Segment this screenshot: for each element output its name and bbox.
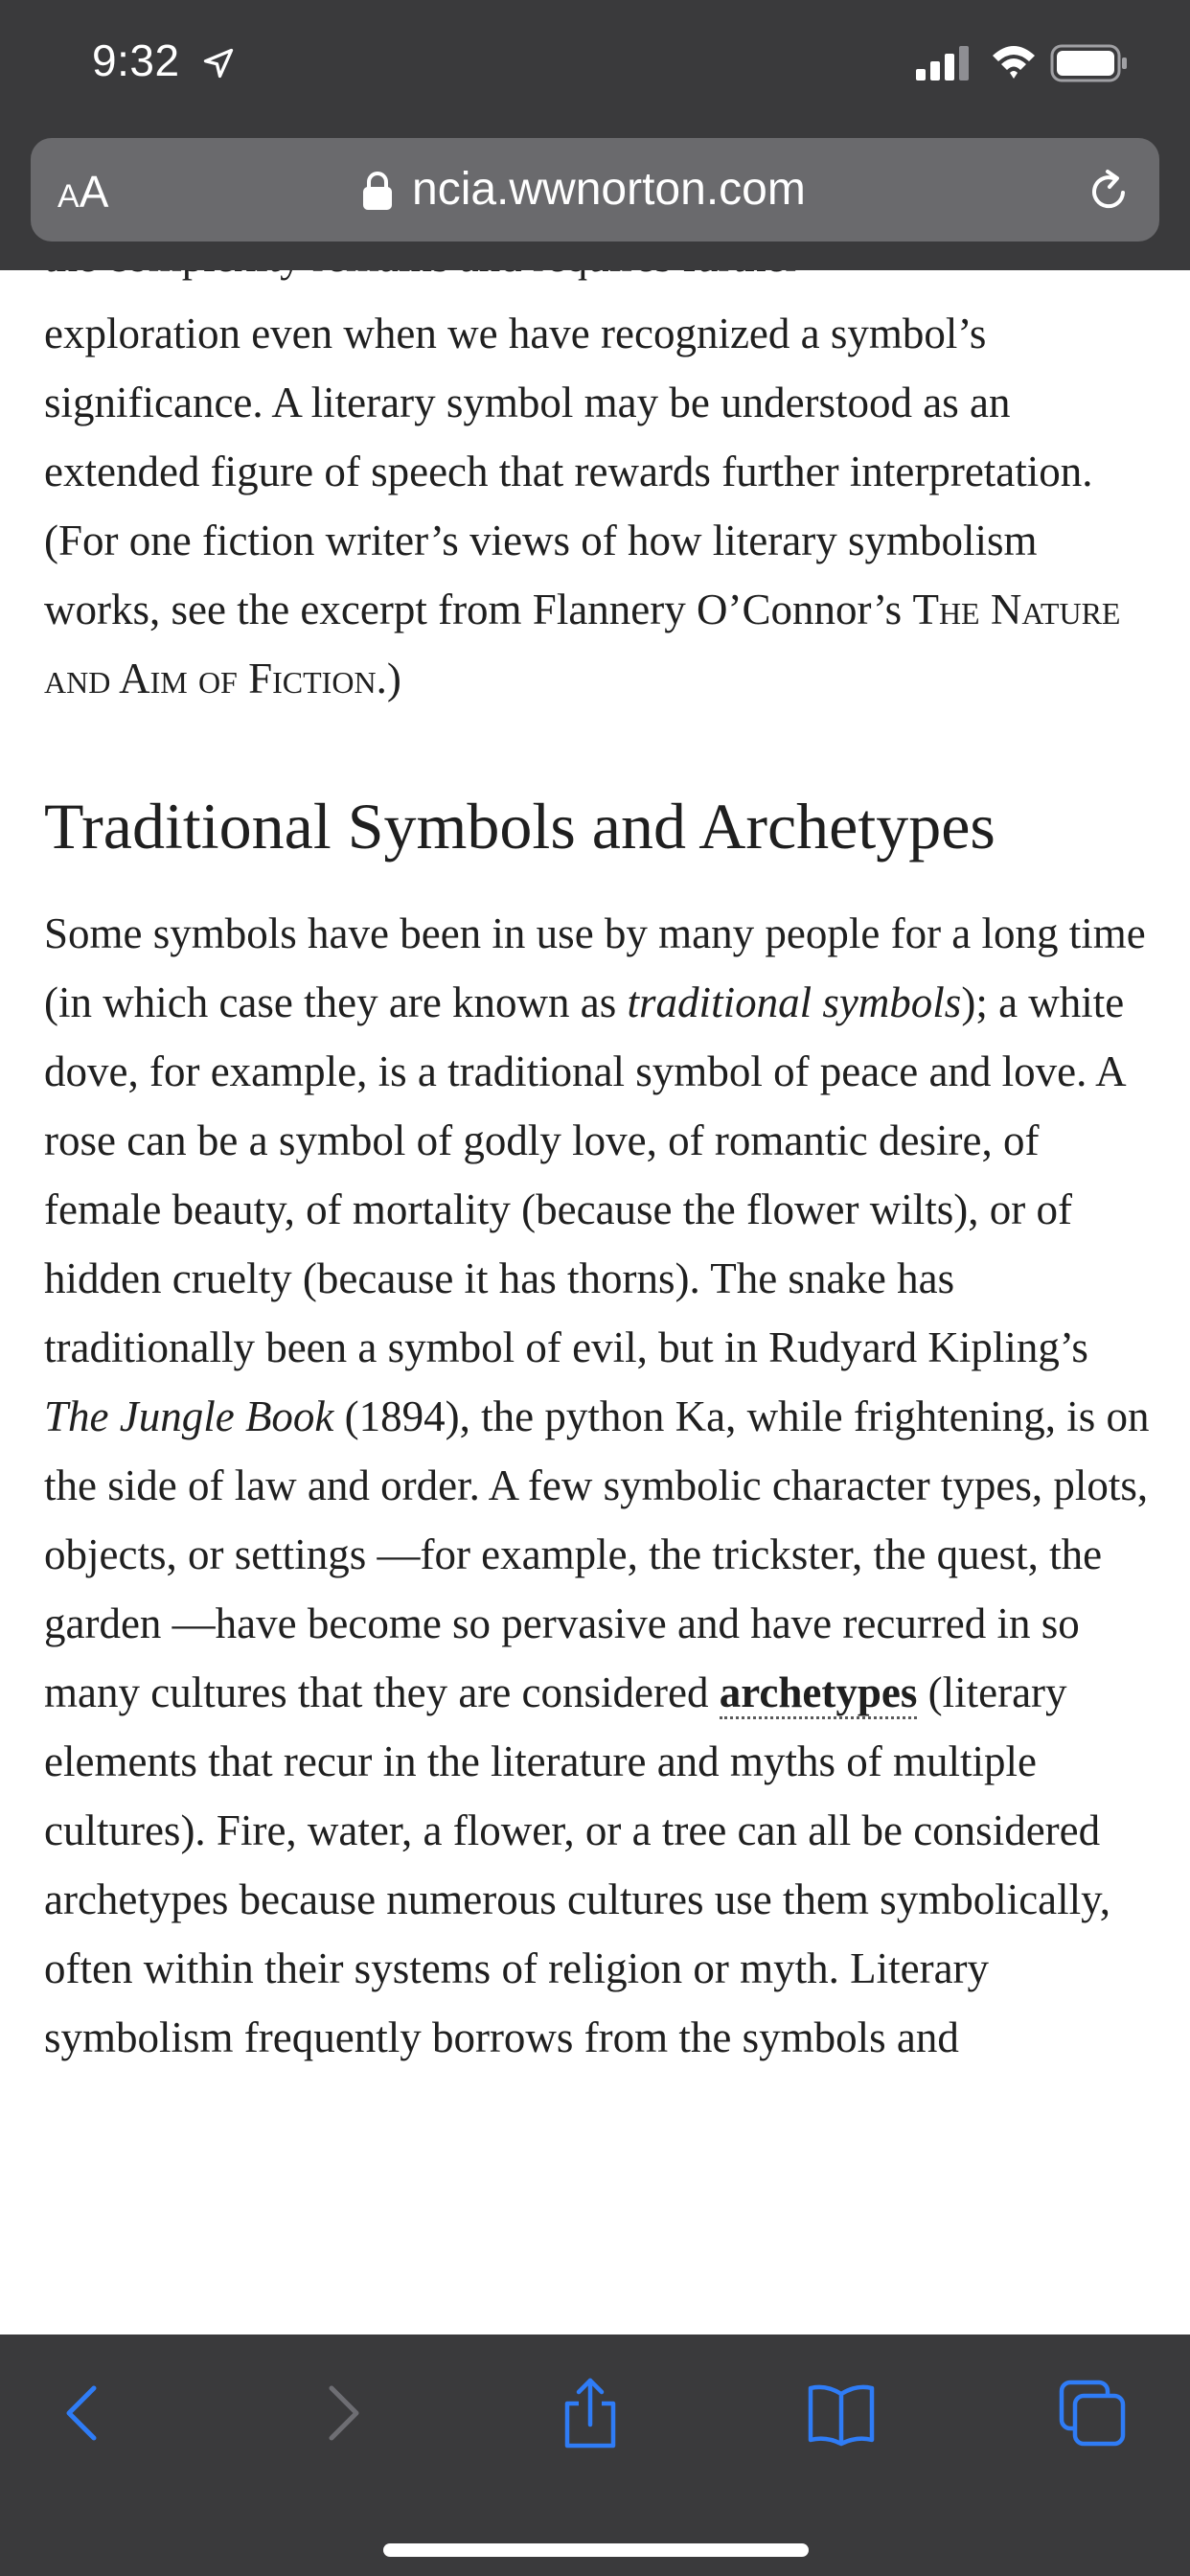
back-chevron-icon[interactable] — [48, 2377, 121, 2450]
bottom-toolbar — [0, 2334, 1190, 2576]
paragraph-text: exploration even when we have recognized a symbol’s significance. A literary symbol may be understood as an extended figure of speech that rewards further interpretation. (For one fiction writer’s views of how literary symbolism works, see the excerpt from Flannery O’Connor’s — [44, 310, 1093, 633]
lock-icon — [361, 171, 394, 211]
italic-term: traditional symbols — [627, 978, 962, 1026]
book-title-small-caps: The Nature and Aim of Fiction — [44, 586, 1121, 702]
share-icon[interactable] — [554, 2377, 627, 2450]
cellular-signal-icon — [914, 46, 972, 80]
text-size-button[interactable]: AA — [57, 167, 109, 217]
article-content — [44, 270, 1156, 2334]
battery-icon — [1050, 44, 1129, 82]
url-text[interactable]: ncia.wwnorton.com — [412, 164, 806, 215]
paragraph-text: (1894), the python Ka, while frightening, is on the side of law and order. A few symbolic character types, plots, objects, or settings —for example, the trickster, the quest, the garden —have become so pervasive and have recurred in so many cultures that they are considered — [44, 1392, 1150, 1716]
paragraph-symbol-interpretation — [44, 299, 1156, 713]
archetypes-glossary-link[interactable]: archetypes — [720, 1668, 918, 1719]
address-bar[interactable] — [31, 138, 1159, 242]
paragraph-text: Some symbols have been in use by many people for a long time (in which case they are known as — [44, 909, 1146, 1026]
bookmarks-book-icon[interactable] — [805, 2377, 878, 2450]
section-heading: Traditional Symbols and Archetypes — [44, 790, 995, 862]
paragraph-text: ); a white dove, for example, is a traditional symbol of peace and love. A rose can be a symbol of godly love, of romantic desire, of female beauty, of mortality (because the flower wilts), or of hidden cruelty (because it has thorns). The snake has traditionally been a symbol of evil, but in Rudyard Kipling’s — [44, 978, 1125, 1371]
forward-chevron-icon[interactable] — [305, 2377, 378, 2450]
location-arrow-icon — [201, 46, 236, 80]
wifi-icon — [991, 42, 1037, 80]
home-indicator[interactable] — [383, 2543, 809, 2557]
status-time: 9:32 — [92, 35, 180, 85]
paragraph-text: (literary elements that recur in the literature and myths of multiple cultures). Fire, water, a flower, or a tree can all be considered archetypes because numerous cultures use them symbolically, often within their systems of religion or myth. Literary symbolism frequently borrows from the symbols and — [44, 1668, 1110, 2061]
paragraph-text-end: .) — [376, 655, 401, 702]
italic-book-title: The Jungle Book — [44, 1392, 334, 1440]
reload-icon[interactable] — [1085, 167, 1133, 215]
top-browser-chrome — [0, 0, 1190, 270]
tabs-icon[interactable] — [1056, 2377, 1129, 2450]
paragraph-traditional-symbols — [44, 899, 1156, 2072]
